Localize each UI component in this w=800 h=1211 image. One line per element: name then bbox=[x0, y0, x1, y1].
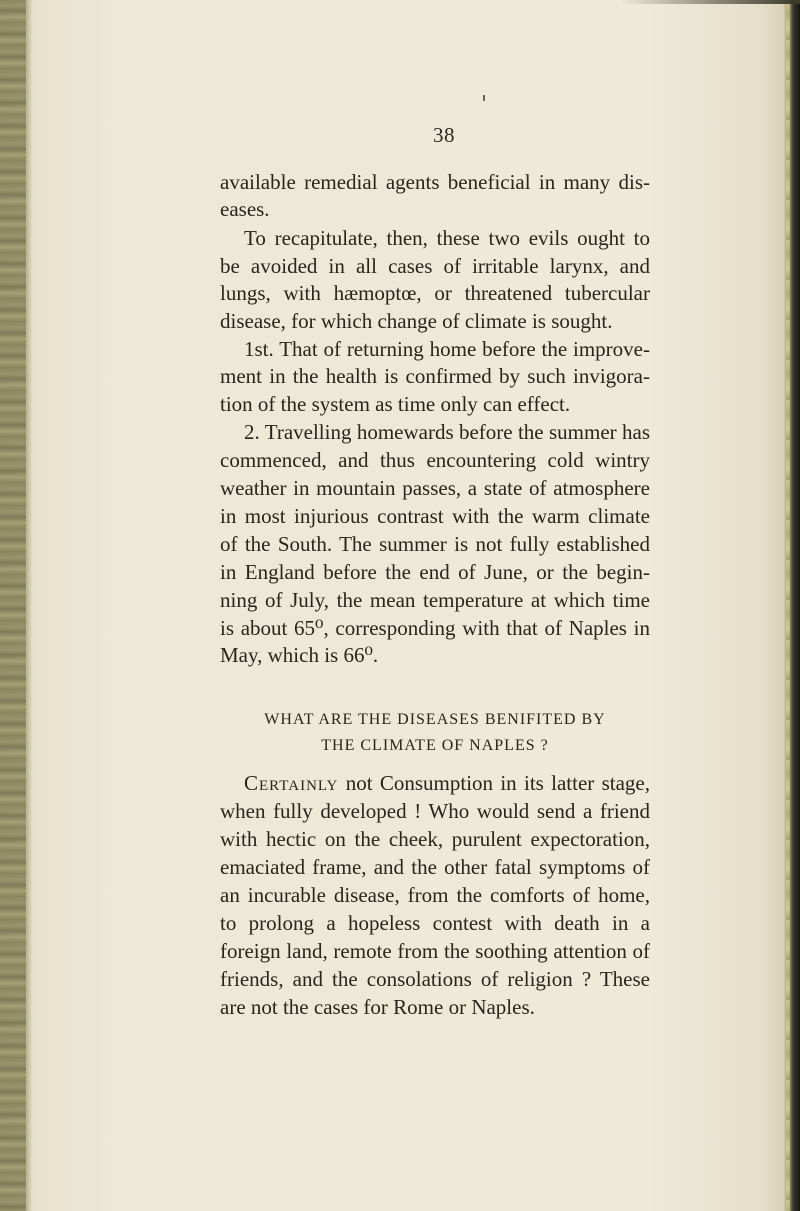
text-line: disease, for which change of climate is sought. bbox=[220, 309, 613, 333]
text-line: of the South. The summer is not fully established bbox=[220, 532, 650, 556]
text-line: eases. bbox=[220, 197, 270, 221]
text-line: available remedial agents beneficial in many dis- bbox=[220, 170, 650, 194]
text-line: ning of July, the mean temperature at which time bbox=[220, 588, 650, 612]
text-line: lungs, with hæmoptœ, or threatened tubercular bbox=[220, 281, 650, 305]
text-line: commenced, and thus encountering cold wintry bbox=[220, 448, 650, 472]
text-line: emaciated frame, and the other fatal symptoms of bbox=[220, 855, 650, 879]
text-line: are not the cases for Rome or Naples. bbox=[220, 995, 535, 1019]
text-line: 2. Travelling homewards before the summer has bbox=[244, 420, 650, 444]
text-line: in most injurious contrast with the warm climate bbox=[220, 504, 650, 528]
text-line-rest: not Consumption in its latter stage, bbox=[338, 771, 650, 795]
lead-word: Certainly bbox=[244, 771, 339, 795]
text-line: tion of the system as time only can effect. bbox=[220, 392, 571, 416]
text-line: in England before the end of June, or the begin- bbox=[220, 560, 650, 584]
section-heading-line-2: THE CLIMATE OF NAPLES ? bbox=[321, 737, 549, 754]
section-heading-line-1: WHAT ARE THE DISEASES BENIFITED BY bbox=[264, 711, 606, 728]
text-line: foreign land, remote from the soothing attention of bbox=[220, 939, 650, 963]
text-line bbox=[244, 770, 650, 796]
page-number: 38 bbox=[433, 123, 455, 147]
text-line: 1st. That of returning home before the improve- bbox=[244, 337, 650, 361]
text-line: is about 65⁰, corresponding with that of Naples in bbox=[220, 616, 650, 640]
text-line: To recapitulate, then, these two evils ought to bbox=[244, 226, 650, 250]
text-line: May, which is 66⁰. bbox=[220, 643, 379, 667]
text-line: weather in mountain passes, a state of atmosphere bbox=[220, 476, 650, 500]
text-line: to prolong a hopeless contest with death in a bbox=[220, 911, 650, 935]
text-line: friends, and the consolations of religion ? These bbox=[220, 967, 650, 991]
text-line: ment in the health is confirmed by such invigora- bbox=[220, 364, 650, 388]
text-line: with hectic on the cheek, purulent expectoration, bbox=[220, 827, 650, 851]
text-line: when fully developed ! Who would send a friend bbox=[220, 799, 650, 823]
text-line: an incurable disease, from the comforts of home, bbox=[220, 883, 650, 907]
text-line: be avoided in all cases of irritable larynx, and bbox=[220, 254, 650, 278]
